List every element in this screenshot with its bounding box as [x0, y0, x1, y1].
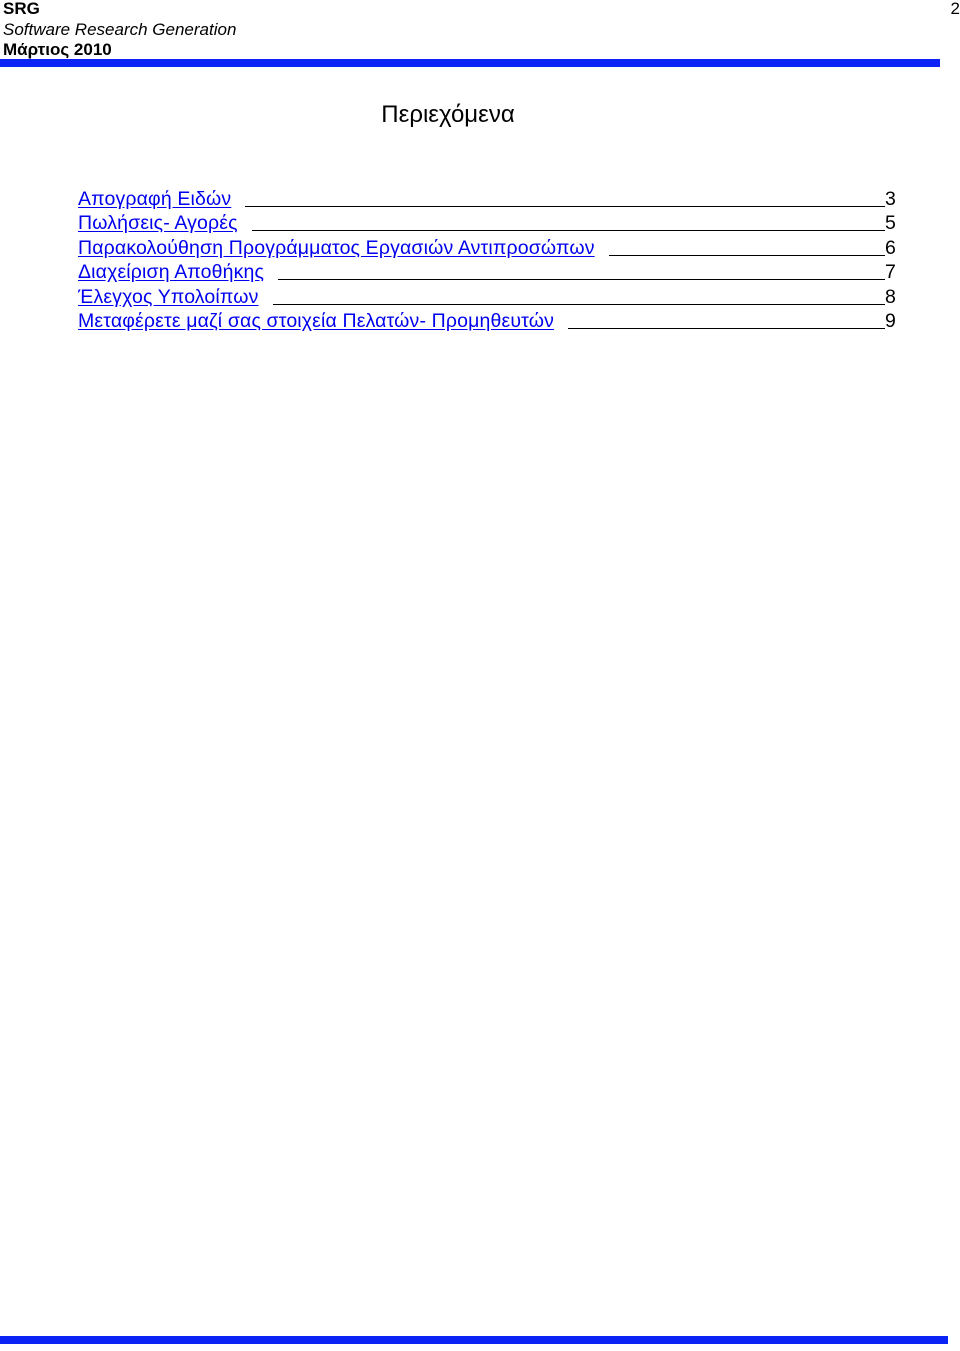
toc-entry[interactable]: [78, 283, 896, 308]
toc-entry[interactable]: [78, 185, 896, 210]
toc-leader-line: [252, 230, 885, 231]
toc-leader-line: [278, 279, 885, 280]
toc-entry[interactable]: [78, 234, 896, 259]
header-subtitle: Software Research Generation: [3, 20, 237, 39]
header-org-name: SRG: [3, 0, 40, 18]
toc-entry-page: 7: [885, 261, 896, 283]
footer-rule: [0, 1336, 948, 1344]
toc-entry-page: 9: [885, 310, 896, 332]
toc-title: Περιεχόμενα: [381, 101, 515, 128]
page-number: 2: [950, 0, 960, 18]
toc-leader-line: [609, 255, 885, 256]
toc-leader-line: [245, 206, 885, 207]
toc-entry[interactable]: [78, 308, 896, 333]
toc-leader-line: [273, 304, 886, 305]
table-of-contents: [78, 185, 896, 332]
toc-entry-link[interactable]: Παρακολούθηση Προγράμματος Εργασιών Αντιπροσώπων: [78, 236, 595, 259]
toc-entry-link[interactable]: Έλεγχος Υπολοίπων: [78, 285, 259, 308]
toc-entry[interactable]: [78, 259, 896, 284]
toc-entry-page: 3: [885, 187, 896, 210]
toc-entry-link[interactable]: Πωλήσεις- Αγορές: [78, 212, 238, 234]
header-date: Μάρτιος 2010: [3, 40, 112, 59]
header-rule: [0, 59, 940, 67]
toc-entry-page: 8: [885, 285, 896, 308]
toc-entry-page: 5: [885, 212, 896, 234]
toc-entry-link[interactable]: Απογραφή Ειδών: [78, 187, 232, 210]
toc-entry-link[interactable]: Μεταφέρετε μαζί σας στοιχεία Πελατών- Προμηθευτών: [78, 310, 555, 332]
toc-entry-link[interactable]: Διαχείριση Αποθήκης: [78, 261, 265, 283]
toc-leader-line: [568, 328, 885, 329]
toc-entry[interactable]: [78, 210, 896, 235]
toc-entry-page: 6: [885, 236, 896, 259]
